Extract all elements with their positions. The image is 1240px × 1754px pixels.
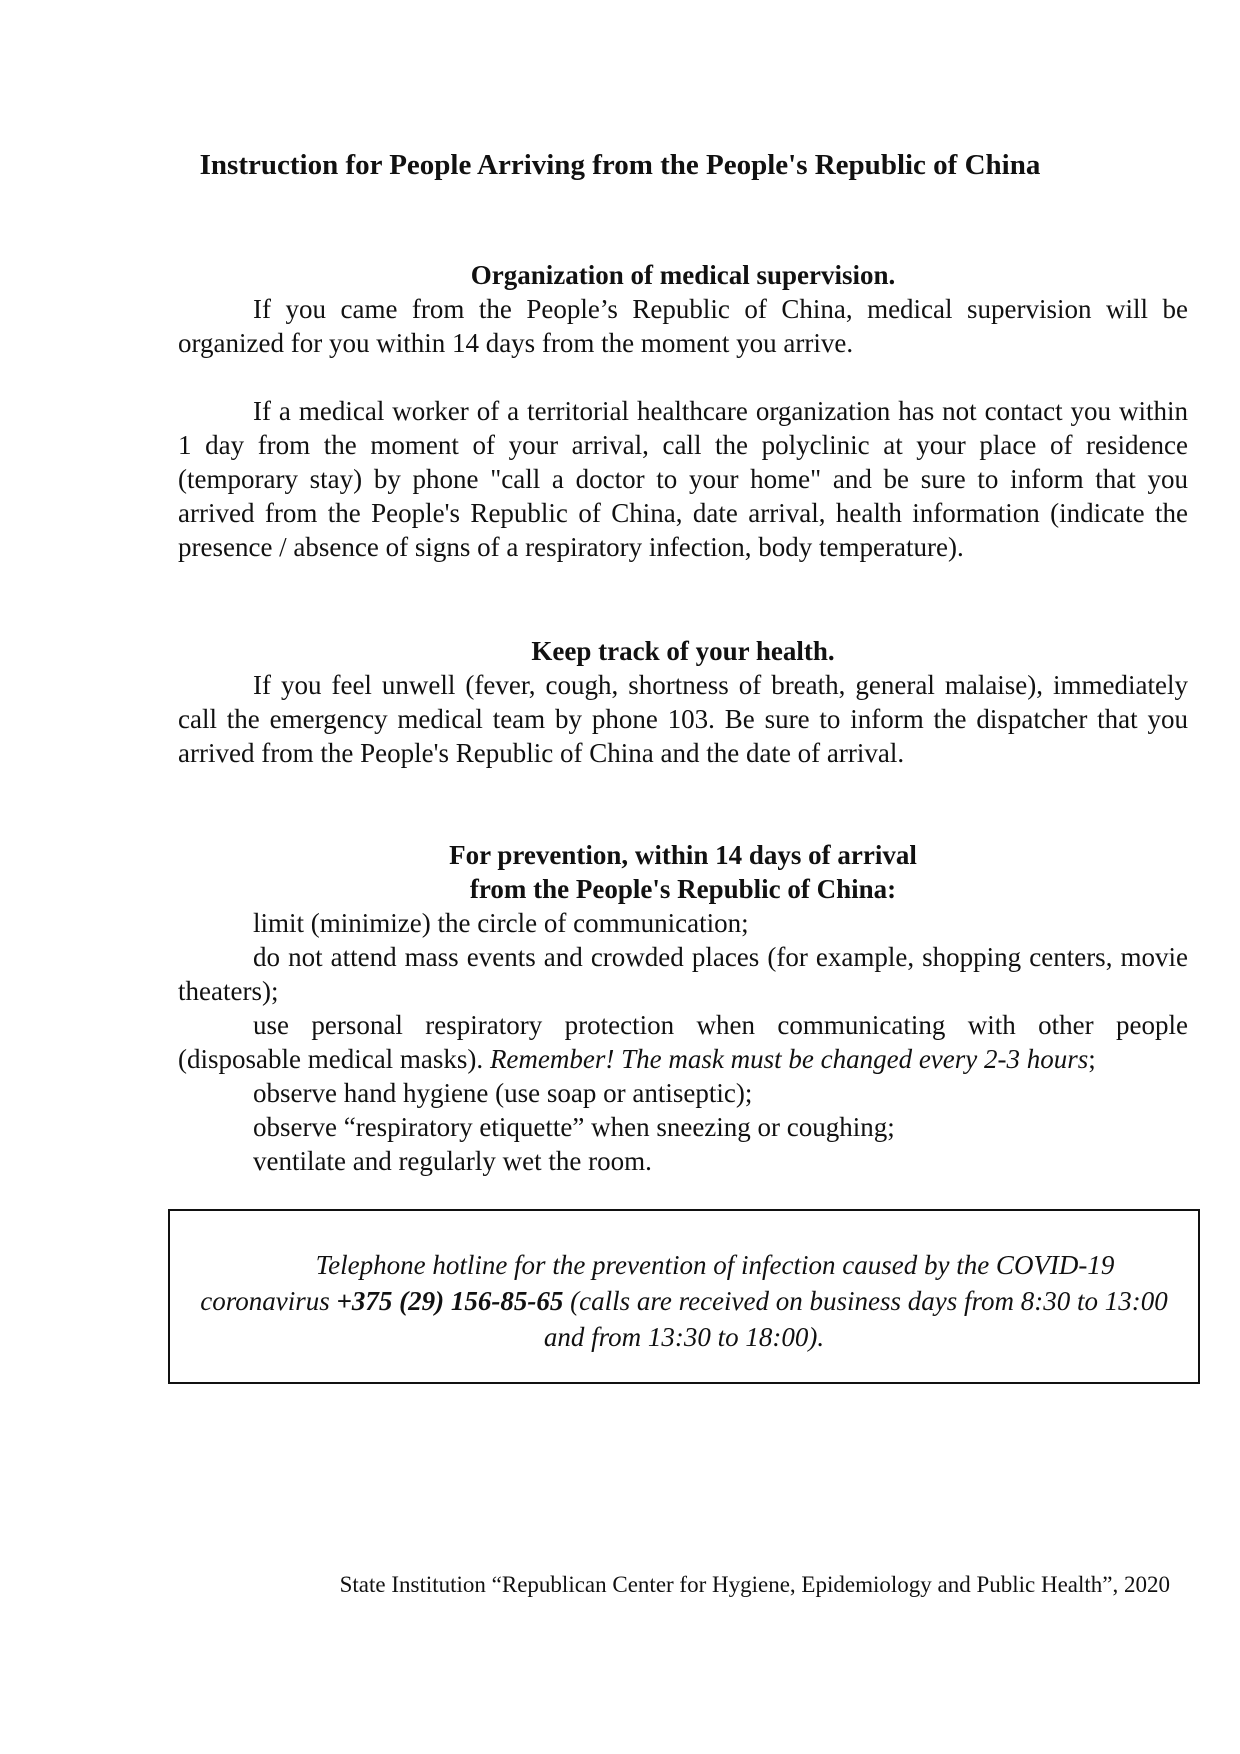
prevention-item-avoid-mass-events: do not attend mass events and crowded places (for example, shopping centers, movie theaters); bbox=[178, 942, 1188, 1006]
section-heading-health: Keep track of your health. bbox=[531, 636, 835, 666]
section-prevention bbox=[178, 838, 1188, 1178]
paragraph-health-1: If you feel unwell (fever, cough, shortness of breath, general malaise), immediately call the emergency medical team by phone 103. Be sure to inform the dispatcher that you arrived from the People's Republic of China and the date of arrival. bbox=[178, 670, 1188, 768]
footer-institution: State Institution “Republican Center for Hygiene, Epidemiology and Public Health”, 2020 bbox=[339, 1572, 1170, 1597]
section-heading-prevention-line-1: For prevention, within 14 days of arrival bbox=[449, 840, 917, 870]
prevention-item-respiratory-protection-text: use personal respiratory protection when communicating with other people (disposable medical masks). bbox=[178, 1010, 1188, 1074]
prevention-item-respiratory-etiquette: observe “respiratory etiquette” when sneezing or coughing; bbox=[253, 1112, 895, 1142]
hotline-phone-number: +375 (29) 156-85-65 bbox=[336, 1286, 564, 1316]
section-heading-supervision: Organization of medical supervision. bbox=[470, 260, 896, 290]
paragraph-supervision-2: If a medical worker of a territorial healthcare organization has not contact you within 1 day from the moment of your arrival, call the polyclinic at your place of residence (temporary stay) by phone "call a doctor to your home" and be sure to inform that you arrived from the People's Republic of China, date arrival, health information (indicate the presence / absence of signs of a respiratory infection, body temperature). bbox=[178, 396, 1188, 562]
paragraph-spacer bbox=[178, 360, 1188, 394]
mask-change-reminder: Remember! The mask must be changed every 2-3 hours bbox=[489, 1044, 1089, 1074]
prevention-item-respiratory-protection bbox=[178, 1008, 1188, 1076]
section-medical-supervision bbox=[178, 258, 1188, 564]
section-keep-track-health bbox=[178, 634, 1188, 770]
document-title: Instruction for People Arriving from the People's Republic of China bbox=[199, 149, 1041, 181]
paragraph-supervision-1: If you came from the People’s Republic of China, medical supervision will be organized for you within 14 days from the moment you arrive. bbox=[178, 294, 1188, 358]
hotline-box bbox=[168, 1209, 1200, 1384]
hotline-description: Telephone hotline for the prevention of infection caused by the COVID-19 coronavirus bbox=[200, 1250, 1115, 1316]
prevention-item-limit-communication: limit (minimize) the circle of communication; bbox=[253, 908, 749, 938]
prevention-item-ventilate-room: ventilate and regularly wet the room. bbox=[253, 1146, 652, 1176]
section-heading-prevention-line-2: from the People's Republic of China: bbox=[469, 874, 897, 904]
list-punctuation: ; bbox=[1088, 1044, 1096, 1074]
hotline-hours: (calls are received on business days from 8:30 to 13:00 and from 13:30 to 18:00). bbox=[543, 1286, 1168, 1352]
prevention-item-hand-hygiene: observe hand hygiene (use soap or antiseptic); bbox=[253, 1078, 753, 1108]
